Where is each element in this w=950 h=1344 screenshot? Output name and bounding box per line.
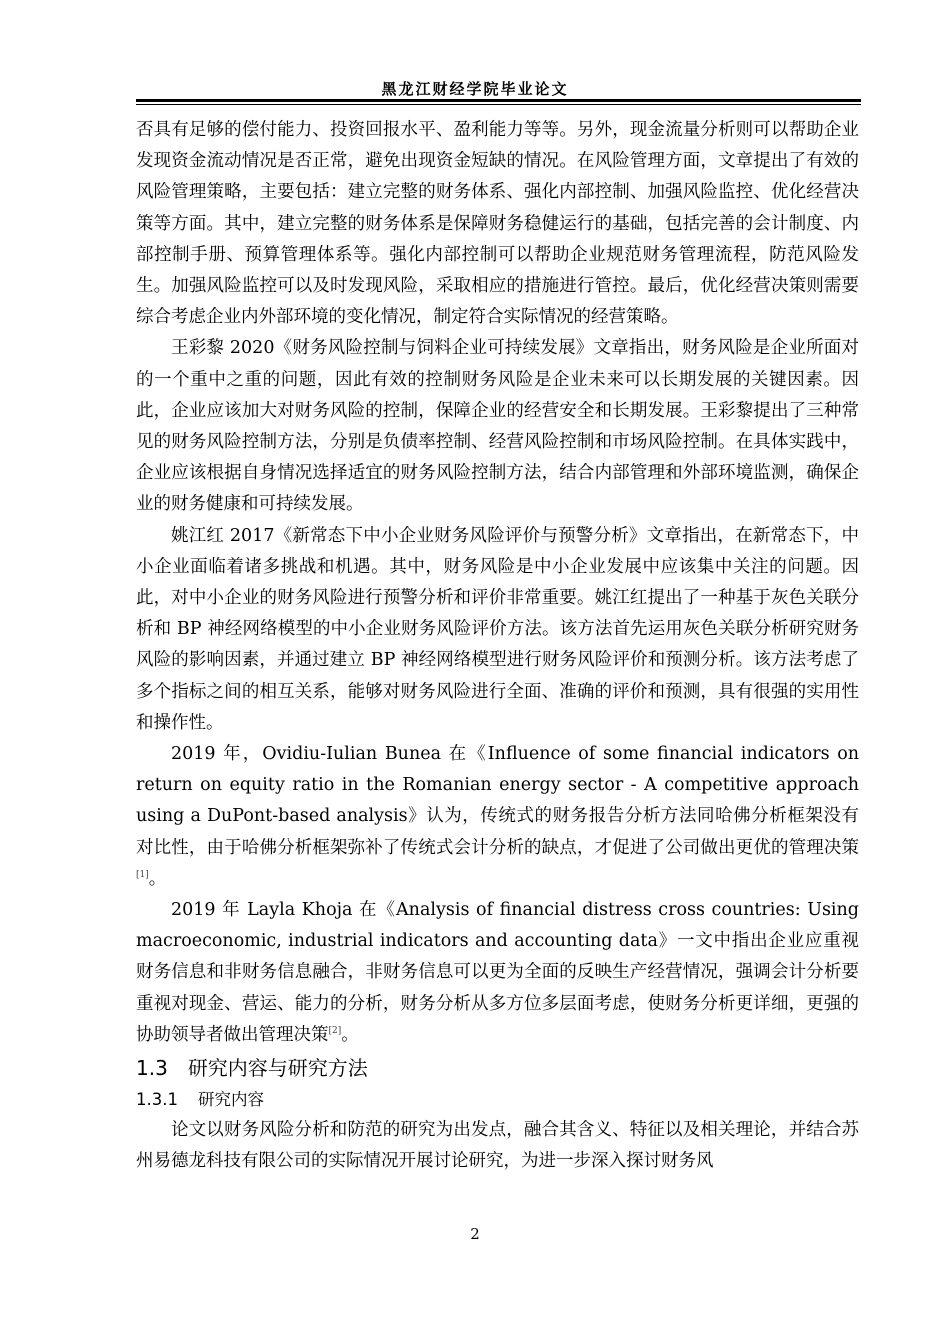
paragraph-wang-cai-li: 王彩黎 2020《财务风险控制与饲料企业可持续发展》文章指出，财务风险是企业所面对的一个重中之重的问题，因此有效的控制财务风险是企业未来可以长期发展的关键因素。因此，企业应该加大对财务风险的控制，保障企业的经营安全和长期发展。王彩黎提出了三种常见的财务风险控制方法，分别是负债率控制、经营风险控制和市场风险控制。在具体实践中，企业应该根据自身情况选择适宜的财务风险控制方法，结合内部管理和外部环境监测，确保企业的财务健康和可持续发展。 xyxy=(136,338,859,515)
paragraph-bunea-end: 。 xyxy=(148,868,167,889)
section-title: 研究内容与研究方法 xyxy=(187,1056,368,1081)
paragraph-khoja-text: 2019 年 Layla Khoja 在《Analysis of financial distress cross countries: Using macroeconomic, industrial indicators and accounting data》一文中指出企业应重视财务信息和非财务信息融合，非财务信息可以更为全面的反映生产经营情况，强调会计分析要重视对现金、营运、能力的分析，财务分析从多方位多层面考虑，使财务分析更详细，更强的协助领导者做出管理决策 xyxy=(136,900,859,1045)
citation-2[interactable]: [2] xyxy=(328,1026,342,1037)
subsection-number: 1.3.1 xyxy=(136,1090,178,1110)
paragraph-research-content: 论文以财务风险分析和防范的研究为出发点，融合其含义、特征以及相关理论，并结合苏州易德龙科技有限公司的实际情况开展讨论研究，为进一步深入探讨财务风 xyxy=(136,1120,859,1172)
header-rule-thick xyxy=(136,99,861,102)
section-heading xyxy=(136,1051,859,1085)
paragraph-bunea-text: 2019 年，Ovidiu-Iulian Bunea 在《Influence of some financial indicators on return on equity ratio in the Romanian energy sector - A competitive approach using a DuPont-based analysis》认为，传统式的财务报告分析方法同哈佛分析框架没有对比性，由于哈佛分析框架弥补了传统式会计分析的缺点，才促进了公司做出更优的管理决策 xyxy=(136,744,859,858)
paragraph-bunea xyxy=(136,739,859,895)
running-header-title: 黑龙江财经学院毕业论文 xyxy=(381,80,569,98)
citation-1[interactable]: [1] xyxy=(136,870,149,881)
paragraph-yao-jiang-hong: 姚江红 2017《新常态下中小企业财务风险评价与预警分析》文章指出，在新常态下，中小企业面临着诸多挑战和机遇。其中，财务风险是中小企业发展中应该集中关注的问题。因此，对中小企业的财务风险进行预警分析和评价非常重要。姚江红提出了一种基于灰色关联分析和 BP 神经网络模型的中小企业财务风险评价方法。该方法首先运用灰色关联分析研究财务风险的影响因素，并通过建立 BP 神经网络模型进行财务风险评价和预测分析。该方法考虑了多个指标之间的相互关系，能够对财务风险进行全面、准确的评价和预测，具有很强的实用性和操作性。 xyxy=(136,525,859,733)
page-body xyxy=(136,115,859,1178)
paragraph-khoja-end: 。 xyxy=(341,1024,359,1045)
page-number: 2 xyxy=(470,1225,480,1243)
paragraph-khoja xyxy=(136,895,859,1051)
subsection-heading xyxy=(136,1085,859,1115)
subsection-title: 研究内容 xyxy=(197,1090,264,1110)
section-number: 1.3 xyxy=(136,1056,168,1081)
header-rule-thin xyxy=(136,104,861,105)
paragraph-continued: 否具有足够的偿付能力、投资回报水平、盈利能力等等。另外，现金流量分析则可以帮助企业发现资金流动情况是否正常，避免出现资金短缺的情况。在风险管理方面，文章提出了有效的风险管理策略，主要包括：建立完整的财务体系、强化内部控制、加强风险监控、优化经营决策等方面。其中，建立完整的财务体系是保障财务稳健运行的基础，包括完善的会计制度、内部控制手册、预算管理体系等。强化内部控制可以帮助企业规范财务管理流程，防范风险发生。加强风险监控可以及时发现风险，采取相应的措施进行管控。最后，优化经营决策则需要综合考虑企业内外部环境的变化情况，制定符合实际情况的经营策略。 xyxy=(136,120,859,328)
